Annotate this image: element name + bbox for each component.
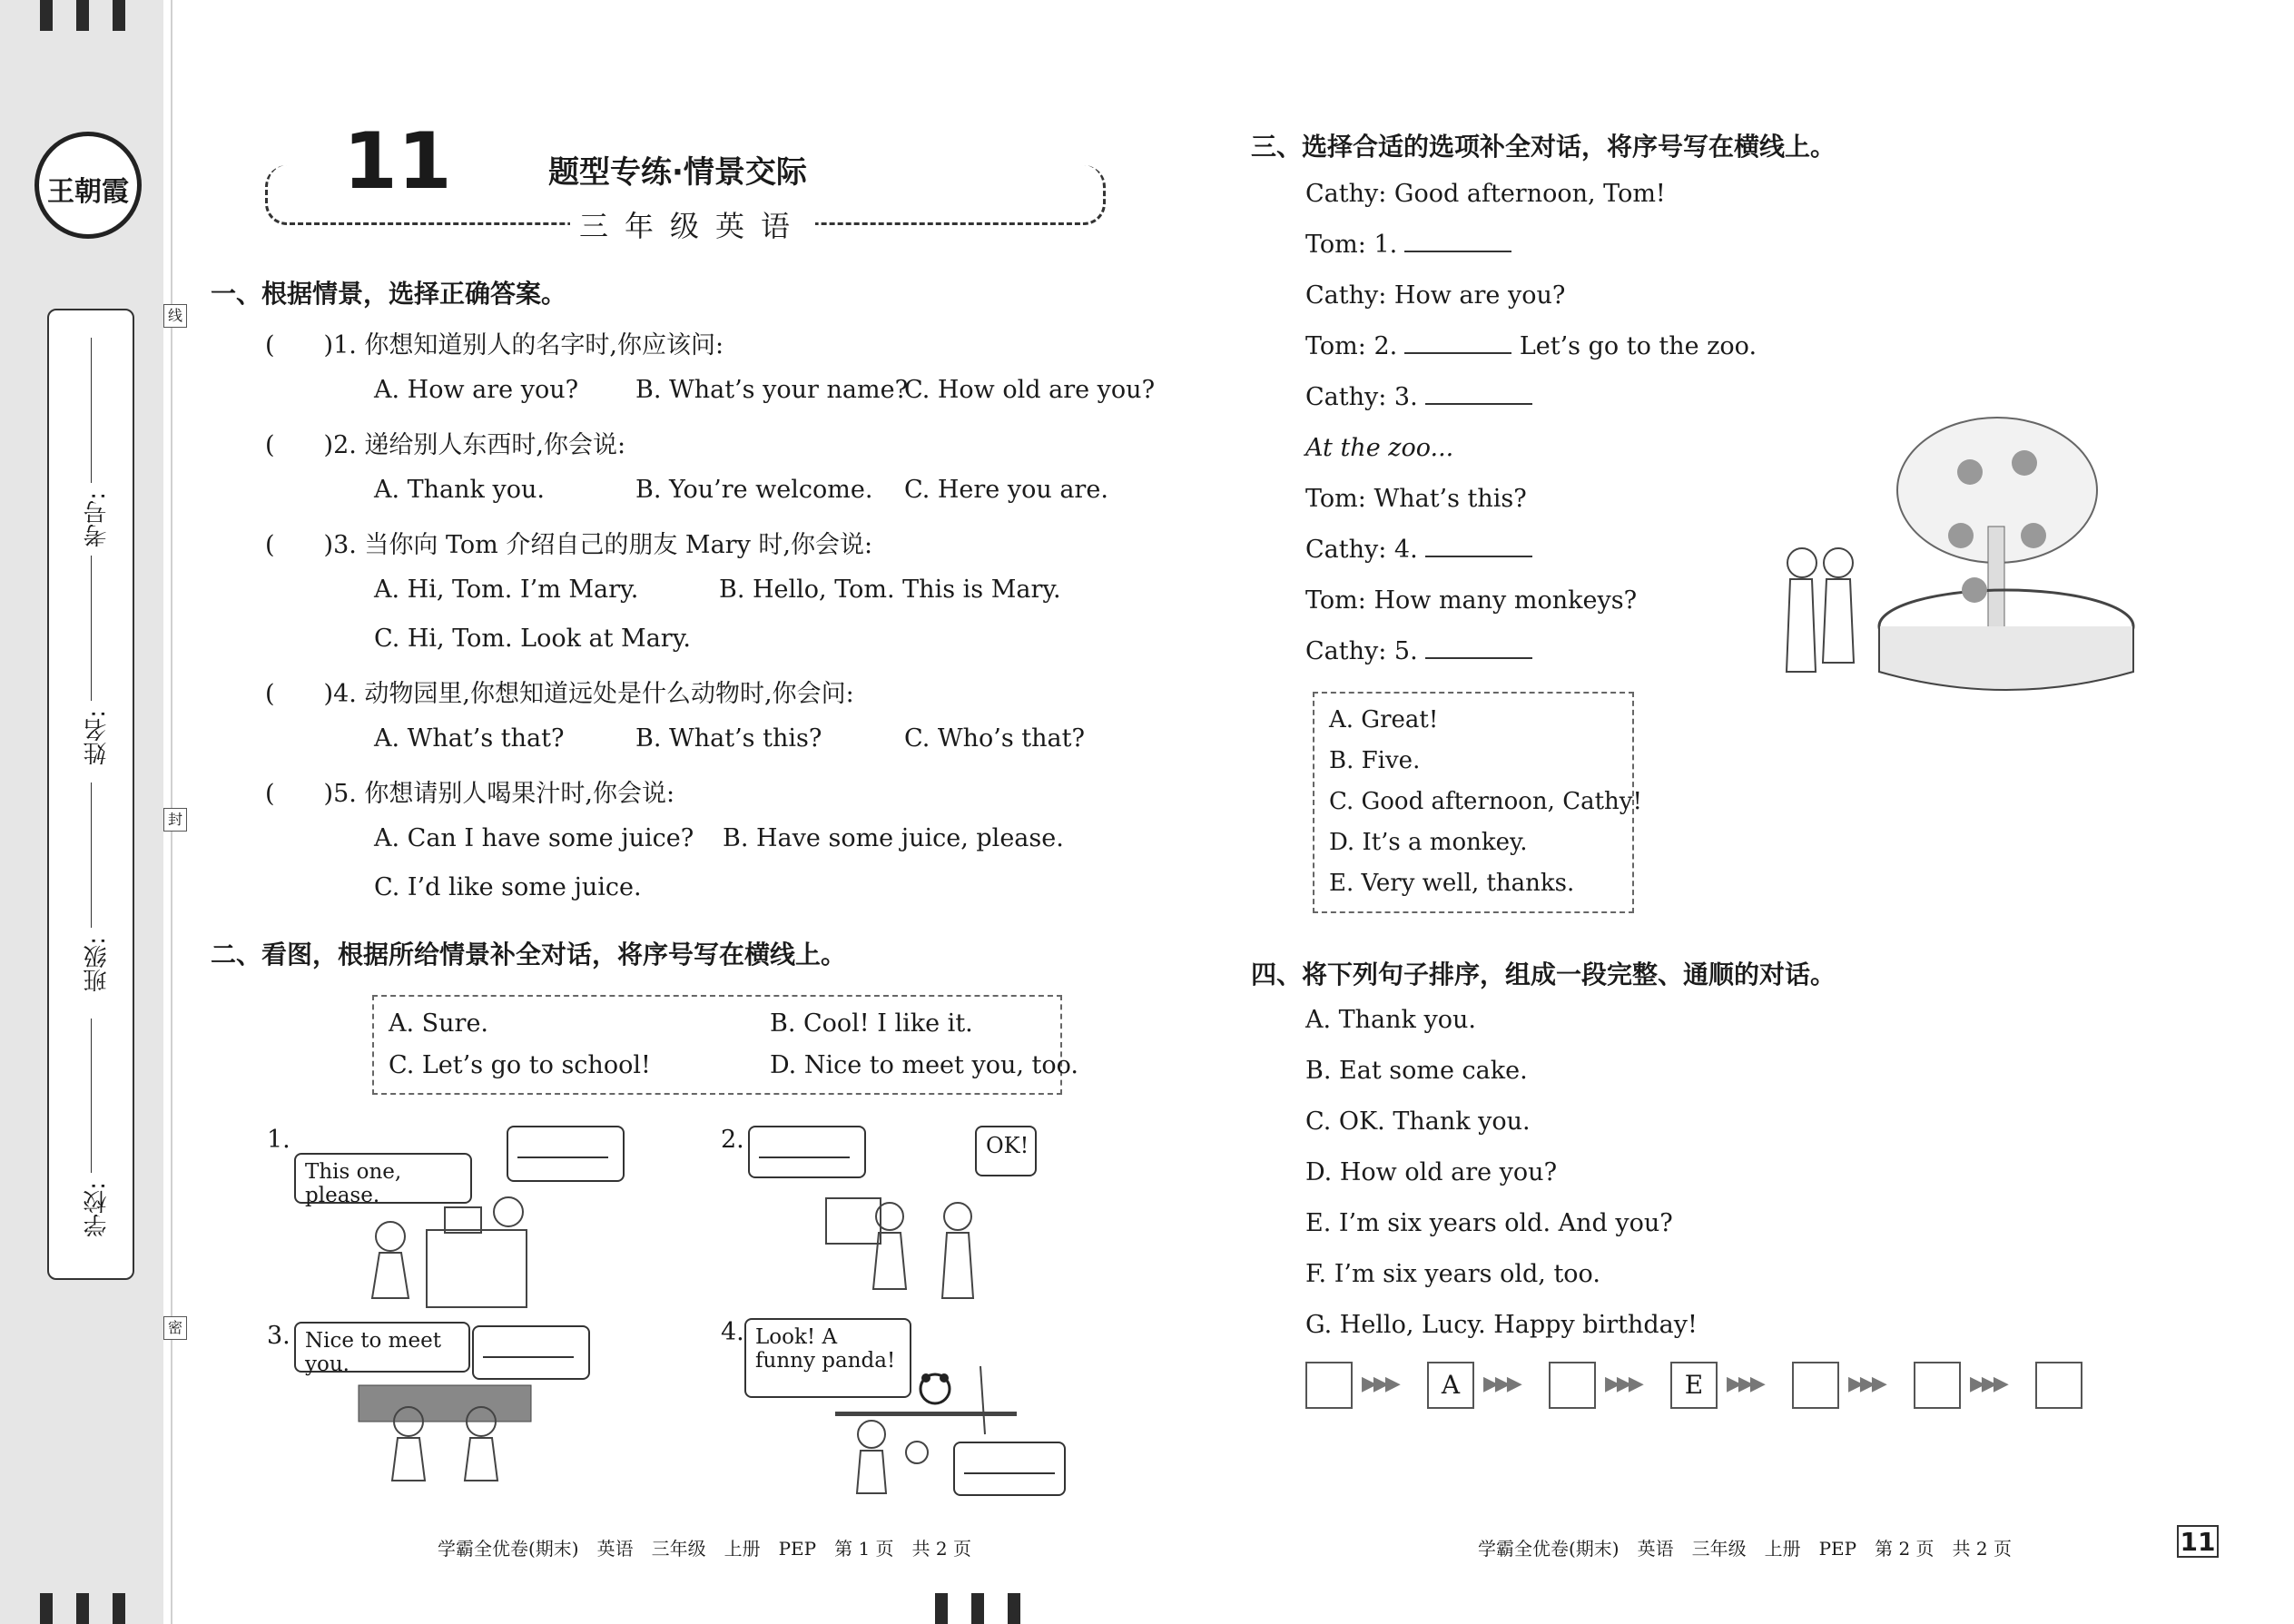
- answer-bubble[interactable]: [507, 1126, 625, 1182]
- binding-bar: [76, 1593, 89, 1624]
- brand-logo: [34, 132, 142, 239]
- dialogue-line: Tom: 1.: [1305, 231, 1511, 259]
- option: A. Sure.: [389, 1009, 489, 1038]
- school-label: 学校:: [84, 1182, 111, 1237]
- option: C. Who’s that?: [904, 724, 1085, 753]
- binding-bar: [40, 1593, 53, 1624]
- binding-bar: [76, 0, 89, 31]
- order-box[interactable]: [1549, 1362, 1596, 1409]
- picture-number: 3.: [267, 1322, 290, 1350]
- option: B. Five.: [1329, 747, 1421, 774]
- binding-bar: [113, 0, 125, 31]
- arrow-icon: ▶▶▶: [1848, 1373, 1884, 1395]
- option: B. What’s your name?: [635, 376, 909, 404]
- option: A. Can I have some juice?: [374, 824, 694, 852]
- option: C. Here you are.: [904, 476, 1108, 504]
- arrow-icon: ▶▶▶: [1362, 1373, 1397, 1395]
- question-stem: ( )1. 你想知道别人的名字时,你应该问:: [265, 331, 724, 359]
- order-box[interactable]: [1792, 1362, 1839, 1409]
- section2-options-box: [372, 995, 1079, 1095]
- dialogue-line: Cathy: 3.: [1305, 383, 1532, 411]
- option: C. Hi, Tom. Look at Mary.: [374, 625, 691, 653]
- option: B. Have some juice, please.: [723, 824, 1064, 852]
- order-box[interactable]: [2035, 1362, 2082, 1409]
- header-title: 题型专练·情景交际: [548, 154, 807, 191]
- option: B. Hello, Tom. This is Mary.: [719, 576, 1061, 604]
- option: C. How old are you?: [904, 376, 1156, 404]
- option: C. I’d like some juice.: [374, 873, 642, 901]
- option: D. Nice to meet you, too.: [770, 1051, 1079, 1079]
- speech-bubble: [975, 1126, 1037, 1176]
- shop-illustration: [327, 1180, 545, 1312]
- binding-bar: [935, 1593, 948, 1624]
- sentence: C. OK. Thank you.: [1305, 1107, 1531, 1136]
- section3-options-box: [1313, 692, 1642, 913]
- sentence: B. Eat some cake.: [1305, 1057, 1528, 1085]
- order-box: A: [1427, 1362, 1474, 1409]
- binding-bar: [40, 0, 53, 31]
- name-label: 姓名:: [84, 710, 111, 765]
- picture-number: 2.: [721, 1126, 744, 1154]
- arrow-icon: ▶▶▶: [1483, 1373, 1519, 1395]
- order-box[interactable]: [1305, 1362, 1353, 1409]
- question-stem: ( )3. 当你向 Tom 介绍自己的朋友 Mary 时,你会说:: [265, 531, 873, 559]
- school-gate-illustration: [817, 1180, 1017, 1312]
- speech-bubble: [294, 1322, 470, 1376]
- section4-title: 四、将下列句子排序，组成一段完整、通顺的对话。: [1251, 960, 1836, 989]
- answer-blank[interactable]: [1404, 231, 1511, 252]
- question-stem: ( )2. 递给别人东西时,你会说:: [265, 431, 626, 459]
- header-subtitle: 三年级英语: [570, 203, 815, 245]
- monkey-zoo-illustration: [1779, 408, 2142, 699]
- binding-bar: [971, 1593, 984, 1624]
- answer-bubble[interactable]: [472, 1325, 590, 1380]
- bubble-text: Look! A funny panda!: [755, 1325, 896, 1373]
- option: A. What’s that?: [374, 724, 565, 753]
- option: A. How are you?: [374, 376, 579, 404]
- sentence: F. I’m six years old, too.: [1305, 1260, 1600, 1288]
- scene-note: At the zoo...: [1305, 434, 1454, 462]
- option: B. Cool! I like it.: [770, 1009, 973, 1038]
- option: A. Thank you.: [374, 476, 545, 504]
- dialogue-line: Tom: How many monkeys?: [1305, 586, 1638, 615]
- bubble-text: OK!: [986, 1133, 1029, 1158]
- panda-zoo-illustration: [826, 1362, 1026, 1498]
- dialogue-line: Cathy: 5.: [1305, 637, 1532, 665]
- answer-blank[interactable]: [1425, 536, 1532, 557]
- dialogue-line: Cathy: Good afternoon, Tom!: [1305, 180, 1666, 208]
- arrow-icon: ▶▶▶: [1605, 1373, 1640, 1395]
- dialogue-line: Tom: 2. Let’s go to the zoo.: [1305, 332, 1757, 360]
- page-number: 11: [2177, 1525, 2219, 1558]
- answer-blank[interactable]: [1425, 637, 1532, 659]
- bubble-text: Nice to meet you.: [305, 1329, 441, 1376]
- seal-mark-seal: 封: [163, 808, 187, 832]
- dialogue-line: Cathy: 4.: [1305, 536, 1532, 564]
- picture-number: 4.: [721, 1318, 744, 1346]
- option: C. Good afternoon, Cathy!: [1329, 788, 1642, 815]
- unit-number: 11: [343, 116, 452, 207]
- binding-bar: [1008, 1593, 1020, 1624]
- seal-mark-line: 线: [163, 304, 187, 328]
- question-stem: ( )4. 动物园里,你想知道远处是什么动物时,你会问:: [265, 680, 854, 708]
- option: C. Let’s go to school!: [389, 1051, 651, 1079]
- section2-title: 二、看图，根据所给情景补全对话，将序号写在横线上。: [211, 940, 847, 969]
- option: A. Great!: [1329, 706, 1439, 733]
- class-line: [91, 782, 92, 928]
- sentence: G. Hello, Lucy. Happy birthday!: [1305, 1311, 1698, 1339]
- order-box[interactable]: [1914, 1362, 1961, 1409]
- greeting-illustration: [354, 1376, 536, 1490]
- option: A. Hi, Tom. I’m Mary.: [374, 576, 639, 604]
- answer-bubble[interactable]: [748, 1126, 866, 1178]
- option: D. It’s a monkey.: [1329, 829, 1528, 856]
- footer-left: 学霸全优卷(期末) 英语 三年级 上册 PEP 第 1 页 共 2 页: [438, 1538, 971, 1560]
- seal-mark-secret: 密: [163, 1316, 187, 1340]
- footer-right: 学霸全优卷(期末) 英语 三年级 上册 PEP 第 2 页 共 2 页: [1478, 1538, 2012, 1560]
- option: E. Very well, thanks.: [1329, 870, 1575, 897]
- section3-title: 三、选择合适的选项补全对话，将序号写在横线上。: [1251, 132, 1836, 162]
- answer-blank[interactable]: [1404, 332, 1511, 354]
- bubble-text: This one, please.: [305, 1160, 402, 1207]
- logo-text: 王朝霞: [47, 176, 129, 208]
- dialogue-line: Tom: What’s this?: [1305, 485, 1527, 513]
- binding-strip: [0, 0, 163, 1624]
- name-line: [91, 556, 92, 701]
- arrow-icon: ▶▶▶: [1970, 1373, 2005, 1395]
- sentence: D. How old are you?: [1305, 1158, 1558, 1186]
- sentence: E. I’m six years old. And you?: [1305, 1209, 1673, 1237]
- student-info-box: [47, 309, 134, 1280]
- option: B. You’re welcome.: [635, 476, 873, 504]
- class-label: 班级:: [84, 937, 111, 992]
- dialogue-line: Cathy: How are you?: [1305, 281, 1566, 310]
- answer-blank[interactable]: [1425, 383, 1532, 405]
- picture-number: 1.: [267, 1126, 290, 1154]
- order-box: E: [1670, 1362, 1718, 1409]
- school-line: [91, 1019, 92, 1173]
- question-stem: ( )5. 你想请别人喝果汁时,你会说:: [265, 780, 675, 808]
- section1-title: 一、根据情景，选择正确答案。: [211, 279, 567, 309]
- exam-number-line: [91, 338, 92, 483]
- arrow-icon: ▶▶▶: [1727, 1373, 1762, 1395]
- binding-bar: [113, 1593, 125, 1624]
- sentence: A. Thank you.: [1305, 1006, 1476, 1034]
- option: B. What’s this?: [635, 724, 822, 753]
- exam-number-label: 考号:: [84, 492, 111, 547]
